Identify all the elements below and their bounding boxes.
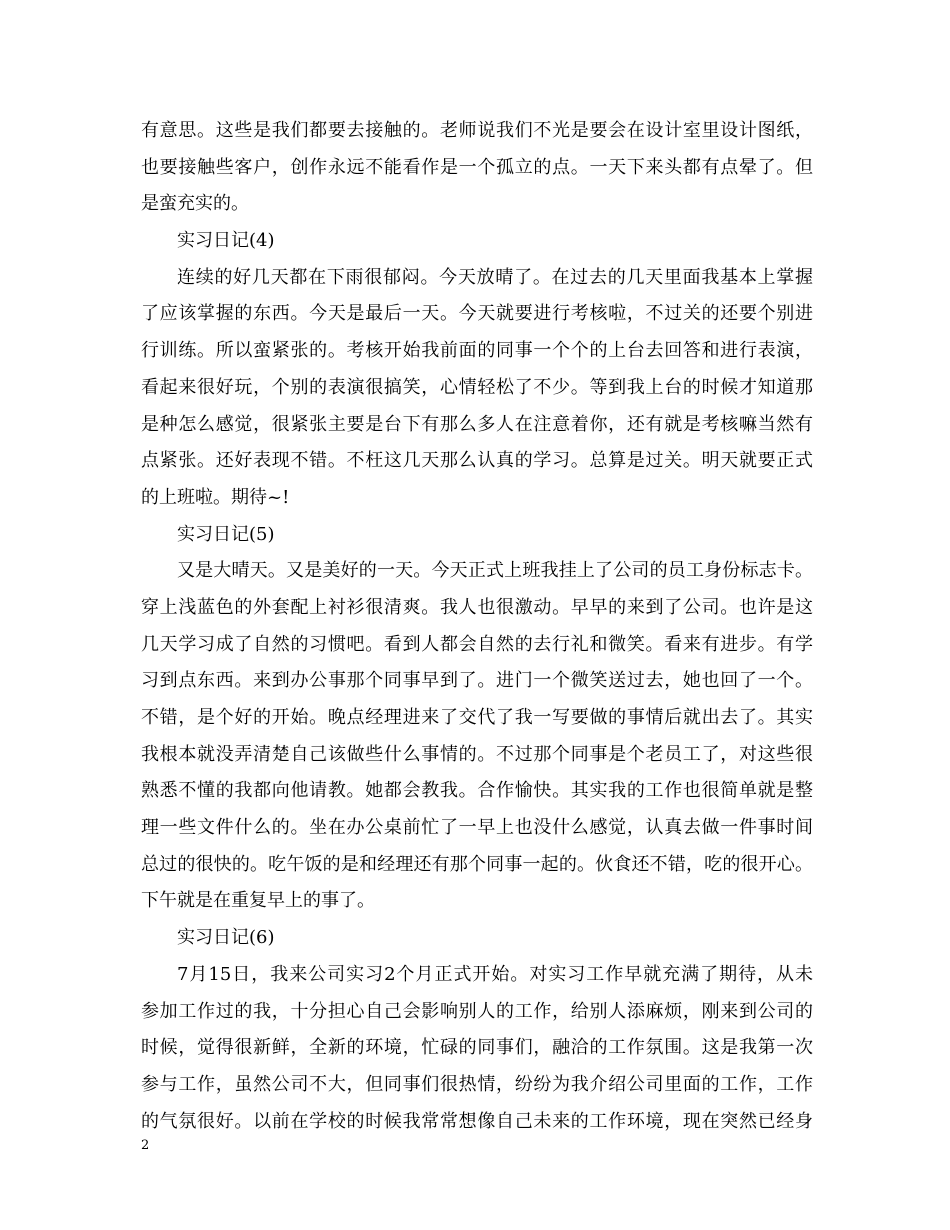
text-line: 点紧张。还好表现不错。不枉这几天那么认真的学习。总算是过关。明天就要正式	[141, 450, 813, 472]
text-line: 总过的很快的。吃午饭的是和经理还有那个同事一起的。伙食还不错，吃的很开心。	[141, 853, 813, 875]
text-line: 习到点东西。来到办公事那个同事早到了。进门一个微笑送过去，她也回了一个。	[141, 670, 813, 692]
text-line: 行训练。所以蛮紧张的。考核开始我前面的同事一个个的上台去回答和进行表演，	[141, 340, 813, 362]
diary-heading: 实习日记(4)	[177, 230, 275, 252]
text-line: 了应该掌握的东西。今天是最后一天。今天就要进行考核啦，不过关的还要个别进	[141, 303, 813, 325]
text-line: 熟悉不懂的我都向他请教。她都会教我。合作愉快。其实我的工作也很简单就是整	[141, 780, 813, 802]
text-line: 是蛮充实的。	[141, 193, 249, 215]
text-line: 看起来很好玩，个别的表演很搞笑，心情轻松了不少。等到我上台的时候才知道那	[141, 376, 813, 398]
body-text	[141, 113, 813, 1140]
diary-heading: 实习日记(6)	[177, 927, 275, 949]
text-line: 连续的好几天都在下雨很郁闷。今天放晴了。在过去的几天里面我基本上掌握	[177, 266, 813, 288]
diary-heading: 实习日记(5)	[177, 523, 275, 545]
text-line: 穿上浅蓝色的外套配上衬衫很清爽。我人也很激动。早早的来到了公司。也许是这	[141, 596, 813, 618]
text-line: 理一些文件什么的。坐在办公桌前忙了一早上也没什么感觉，认真去做一件事时间	[141, 817, 813, 839]
text-line: 参与工作，虽然公司不大，但同事们很热情，纷纷为我介绍公司里面的工作，工作	[141, 1073, 813, 1095]
text-line: 不错，是个好的开始。晚点经理进来了交代了我一写要做的事情后就出去了。其实	[141, 707, 813, 728]
text-line: 几天学习成了自然的习惯吧。看到人都会自然的去行礼和微笑。看来有进步。有学	[141, 633, 813, 655]
text-line: 7月15日，我来公司实习2个月正式开始。对实习工作早就充满了期待，从未	[177, 963, 813, 985]
text-line: 也要接触些客户，创作永远不能看作是一个孤立的点。一天下来头都有点晕了。但	[141, 156, 813, 178]
page-number: 2	[141, 1138, 150, 1153]
text-line: 的上班啦。期待~!	[141, 486, 290, 508]
text-line: 又是大晴天。又是美好的一天。今天正式上班我挂上了公司的员工身份标志卡。	[177, 560, 813, 582]
text-line: 是种怎么感觉，很紧张主要是台下有那么多人在注意着你，还有就是考核嘛当然有	[141, 413, 813, 435]
text-line: 时候，觉得很新鲜，全新的环境，忙碌的同事们，融洽的工作氛围。这是我第一次	[141, 1037, 813, 1059]
text-line: 参加工作过的我，十分担心自己会影响别人的工作，给别人添麻烦，刚来到公司的	[141, 1000, 813, 1022]
text-line: 有意思。这些是我们都要去接触的。老师说我们不光是要会在设计室里设计图纸，	[141, 120, 813, 141]
text-line: 的气氛很好。以前在学校的时候我常常想像自己未来的工作环境，现在突然已经身	[141, 1110, 813, 1132]
text-line: 我根本就没弄清楚自己该做些什么事情的。不过那个同事是个老员工了，对这些很	[141, 743, 813, 765]
text-line: 下午就是在重复早上的事了。	[141, 890, 375, 912]
